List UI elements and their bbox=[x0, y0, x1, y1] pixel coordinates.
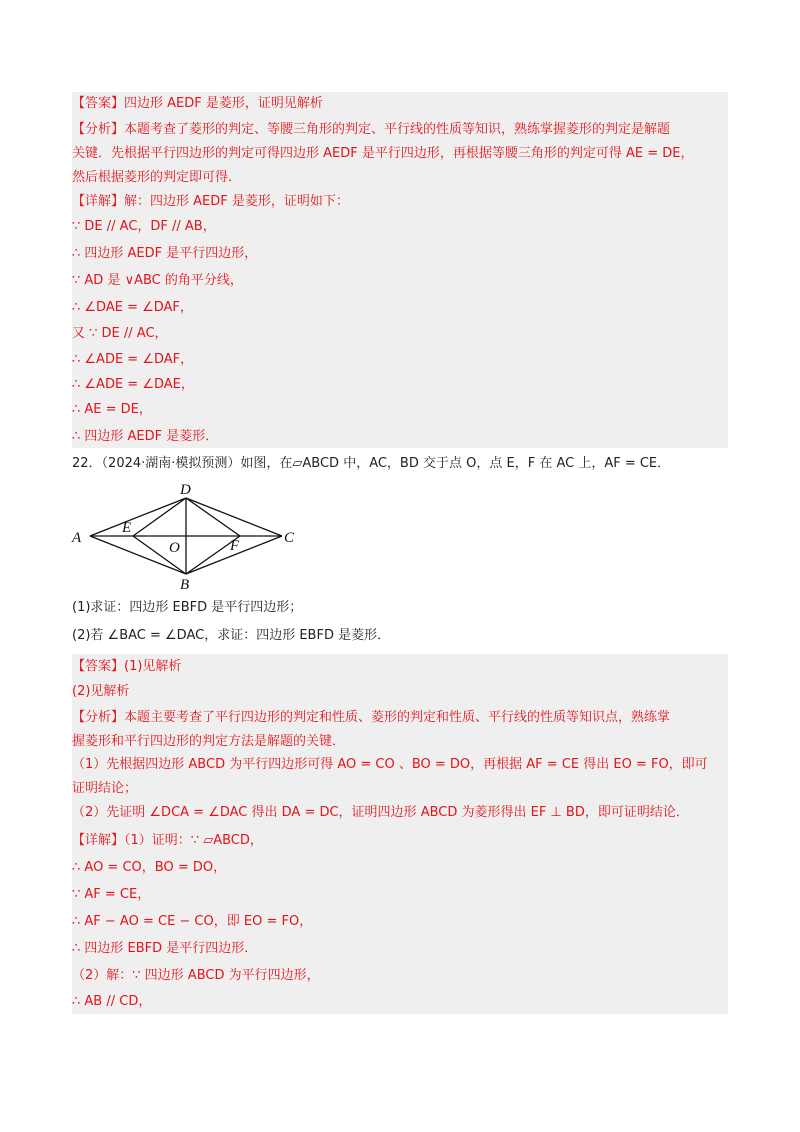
answer-2-line-1 bbox=[72, 657, 728, 677]
rhombus-figure bbox=[70, 478, 310, 590]
label-f: F bbox=[230, 538, 240, 554]
detail-2-line-5: ∴ 四边形 EBFD 是平行四边形． bbox=[72, 941, 258, 956]
detail-line-8: ∴ ∠ADE = ∠DAE， bbox=[72, 377, 194, 392]
analysis-tag-2: 【分析】 bbox=[72, 710, 125, 725]
detail-line-10: ∴ 四边形 AEDF 是菱形． bbox=[72, 429, 219, 444]
analysis-line-2: 关键．先根据平行四边形的判定可得四边形 AEDF 是平行四边形，再根据等腰三角形的判定可得 AE = DE， bbox=[72, 146, 694, 161]
answer-line bbox=[72, 94, 728, 114]
analysis-2-text-1: 本题主要考查了平行四边形的判定和性质、菱形的判定和性质、平行线的性质等知识点，熟练掌 bbox=[124, 710, 671, 725]
detail-line-5: ∴ ∠DAE = ∠DAF， bbox=[72, 300, 193, 315]
answer-2-line-2: (2)见解析 bbox=[72, 684, 130, 699]
analysis-tag: 【分析】 bbox=[72, 122, 125, 137]
analysis-text-1: 本题考查了菱形的判定、等腰三角形的判定、平行线的性质等知识，熟练掌握菱形的判定是解题 bbox=[124, 122, 671, 137]
detail-line-3: ∴ 四边形 AEDF 是平行四边形， bbox=[72, 246, 258, 261]
segment-dc bbox=[186, 498, 282, 536]
segment-ed bbox=[133, 498, 186, 536]
detail-text-1: 解：四边形 AEDF 是菱形，证明如下： bbox=[124, 194, 349, 209]
detail-line-4: ∵ AD 是 ∨ABC 的角平分线， bbox=[72, 273, 243, 288]
answer-tag: 【答案】 bbox=[72, 96, 125, 111]
analysis-2-line-4: 证明结论； bbox=[72, 781, 138, 796]
detail-2-line-4: ∴ AF − AO = CE − CO，即 EO = FO， bbox=[72, 914, 313, 929]
label-b: B bbox=[180, 577, 190, 590]
label-o: O bbox=[169, 540, 180, 556]
question-1: (1)求证：四边形 EBFD 是平行四边形； bbox=[72, 600, 303, 615]
analysis-2-line-1 bbox=[72, 708, 728, 728]
detail-2-line-2: ∴ AO = CO，BO = DO， bbox=[72, 860, 227, 875]
detail-2-text-1: （1）证明：∵ ▱ABCD， bbox=[124, 833, 263, 848]
label-c: C bbox=[284, 530, 295, 546]
answer-tag-2: 【答案】 bbox=[72, 659, 125, 674]
analysis-line-3: 然后根据菱形的判定即可得． bbox=[72, 170, 242, 185]
detail-line-1 bbox=[72, 192, 728, 212]
detail-2-line-6: （2）解：∵ 四边形 ABCD 为平行四边形， bbox=[72, 968, 320, 983]
detail-2-line-1 bbox=[72, 831, 728, 851]
label-e: E bbox=[122, 520, 132, 536]
detail-line-2: ∵ DE // AC，DF // AB， bbox=[72, 219, 216, 234]
answer-text: 四边形 AEDF 是菱形，证明见解析 bbox=[124, 96, 323, 111]
label-a: A bbox=[72, 530, 82, 546]
analysis-line-1 bbox=[72, 120, 728, 140]
detail-tag: 【详解】 bbox=[72, 194, 125, 209]
detail-2-line-3: ∵ AF = CE， bbox=[72, 887, 151, 902]
segment-ad bbox=[90, 498, 186, 536]
problem-22-stem: 22．（2024·湖南·模拟预测）如图，在▱ABCD 中，AC，BD 交于点 O，点 E，F 在 AC 上，AF = CE． bbox=[72, 456, 671, 471]
detail-2-line-7: ∴ AB // CD， bbox=[72, 994, 152, 1009]
detail-line-7: ∴ ∠ADE = ∠DAF， bbox=[72, 352, 194, 367]
answer-2-text-1: (1)见解析 bbox=[124, 659, 182, 674]
analysis-2-line-2: 握菱形和平行四边形的判定方法是解题的关键． bbox=[72, 734, 346, 749]
detail-line-6: 又 ∵ DE // AC， bbox=[72, 326, 168, 341]
segment-df bbox=[186, 498, 240, 536]
label-d: D bbox=[180, 482, 191, 498]
analysis-2-line-5: （2）先证明 ∠DCA = ∠DAC 得出 DA = DC，证明四边形 ABCD 为菱形得出 EF ⊥ BD，即可证明结论． bbox=[72, 805, 689, 820]
analysis-2-line-3: （1）先根据四边形 ABCD 为平行四边形可得 AO = CO 、BO = DO，再根据 AF = CE 得出 EO = FO，即可 bbox=[72, 757, 708, 772]
detail-tag-2: 【详解】 bbox=[72, 833, 125, 848]
question-2: (2)若 ∠BAC = ∠DAC，求证：四边形 EBFD 是菱形． bbox=[72, 628, 391, 643]
detail-line-9: ∴ AE = DE， bbox=[72, 402, 152, 417]
